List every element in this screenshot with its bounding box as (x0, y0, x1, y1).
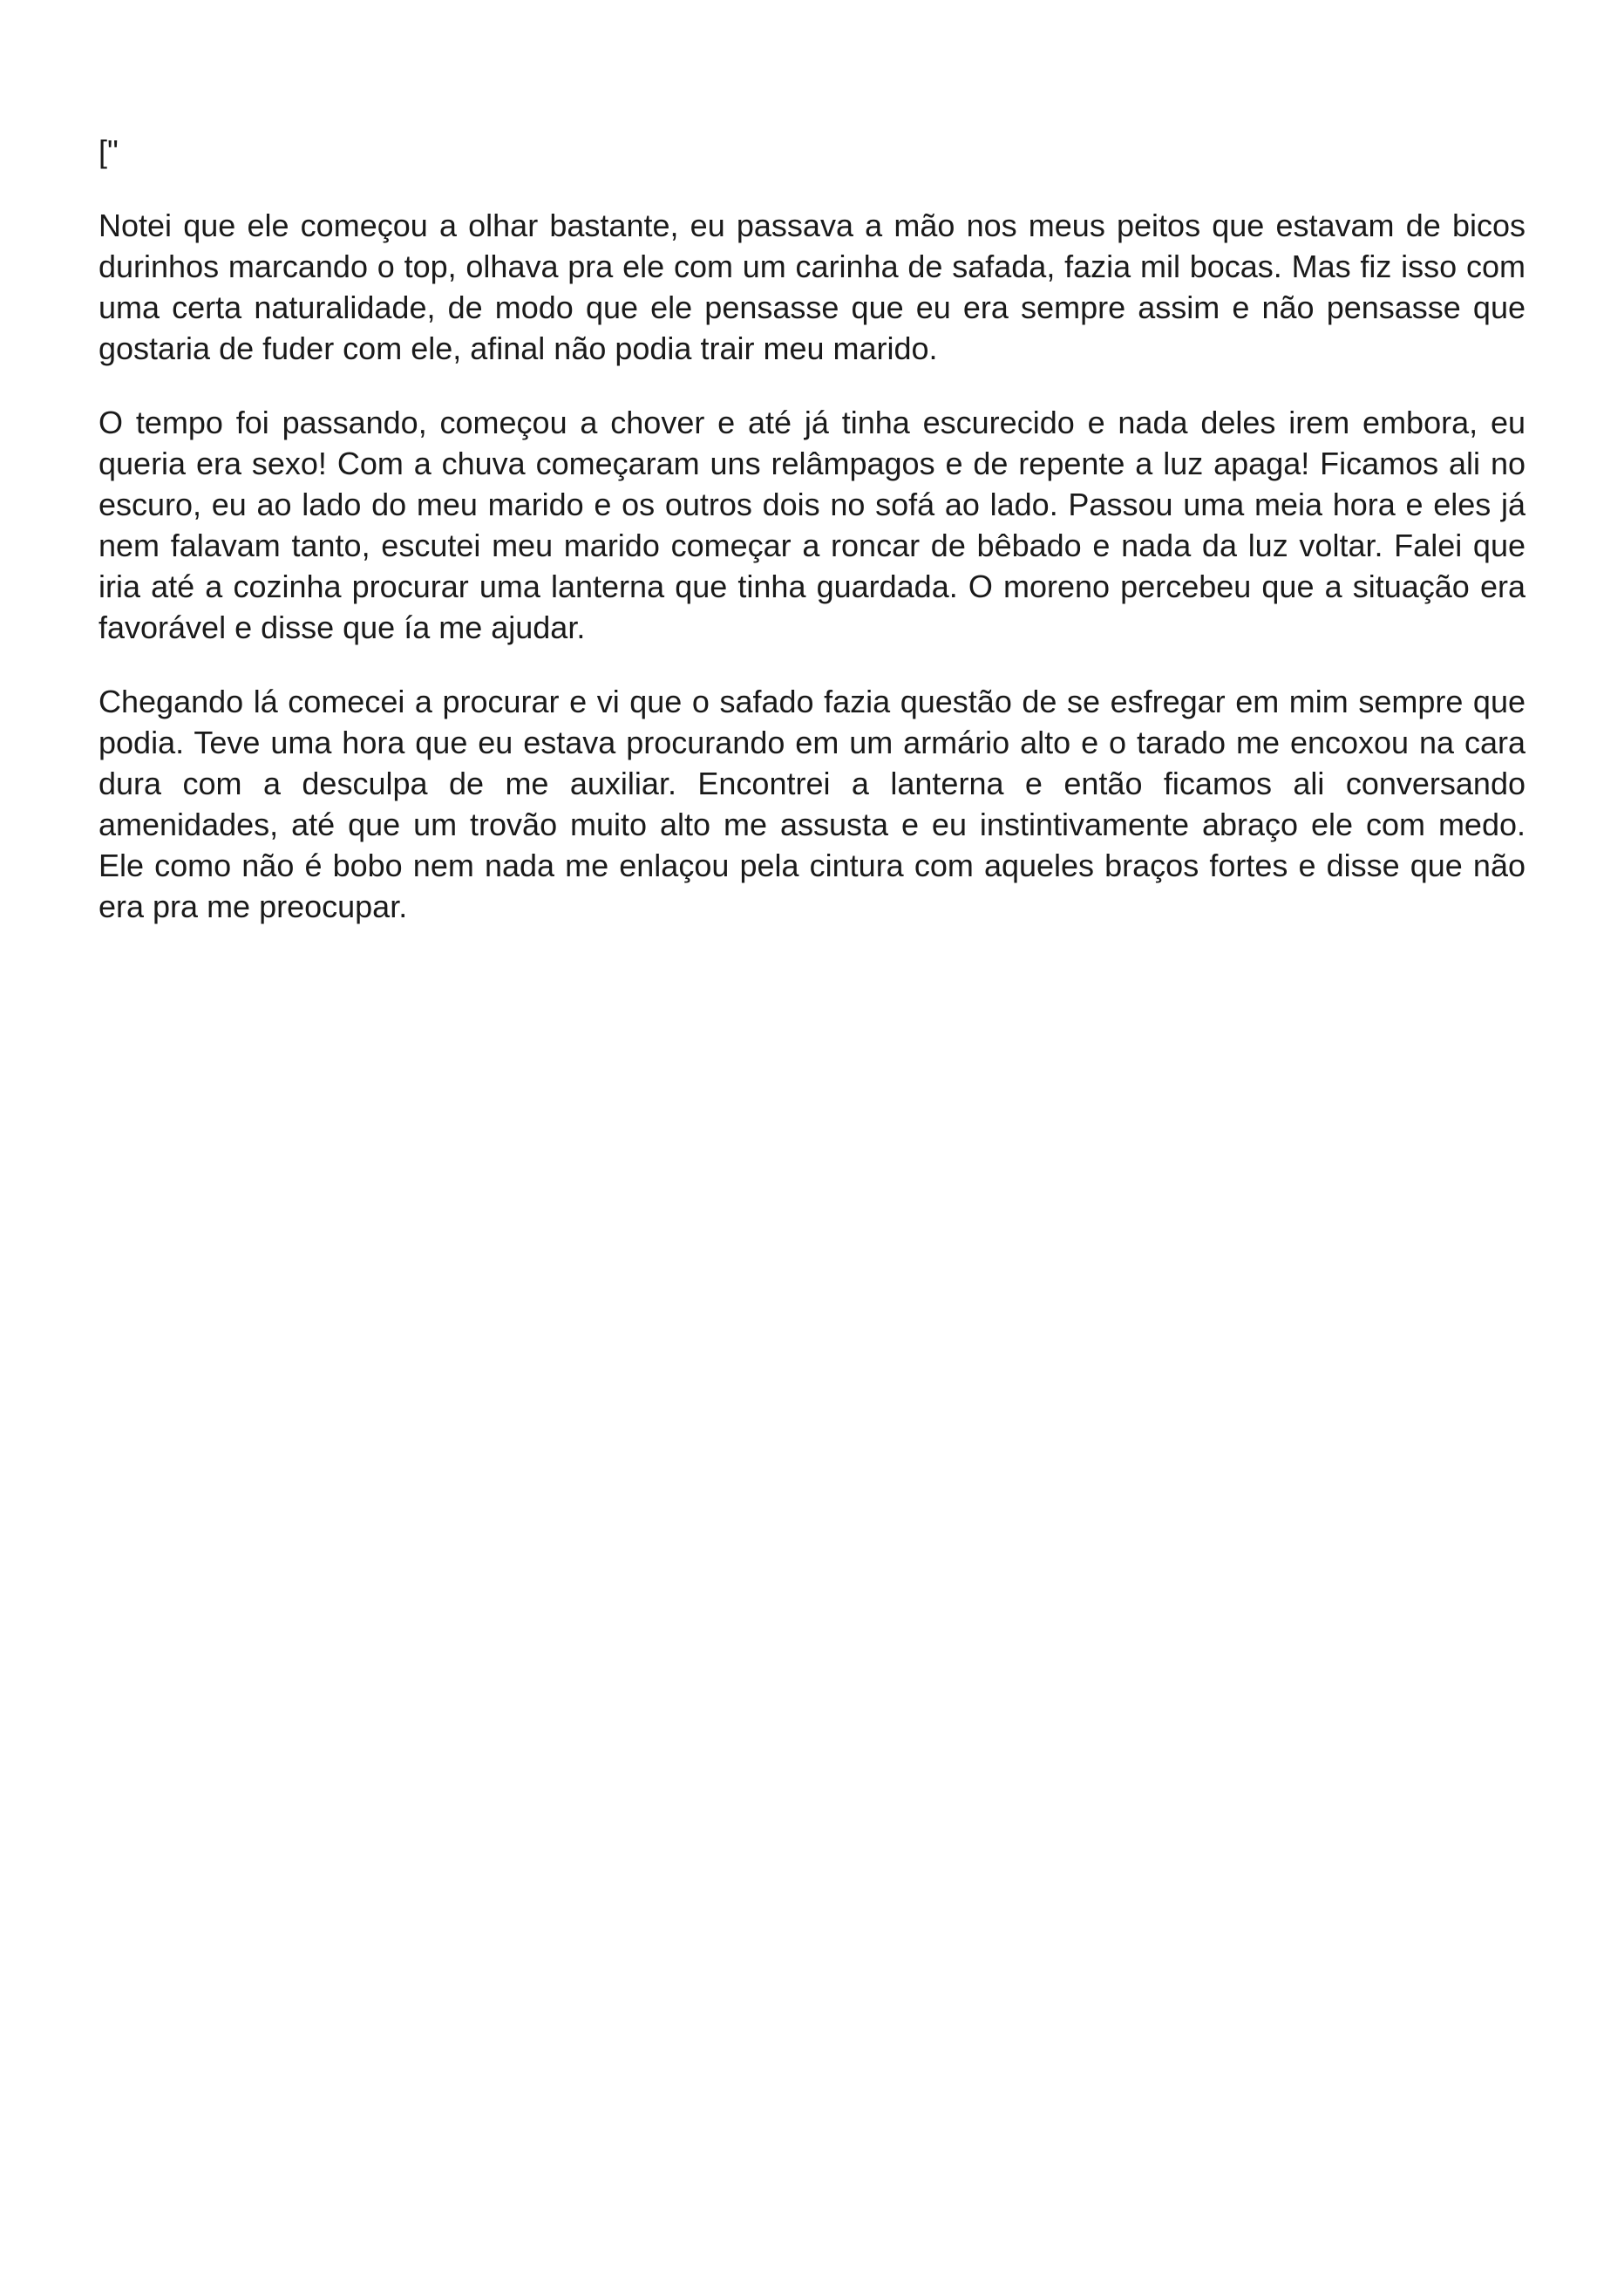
text-line: nem falavam tanto, escutei meu marido começar a roncar de bêbado e nada da luz voltar. Falei que (99, 528, 1525, 563)
paragraph (99, 205, 1525, 369)
text-line: iria até a cozinha procurar uma lanterna que tinha guardada. O moreno percebeu que a situação era (99, 569, 1525, 604)
text-line: Chegando lá comecei a procurar e vi que o safado fazia questão de se esfregar em mim sempre que (99, 684, 1525, 719)
paragraph (99, 402, 1525, 648)
text-line: gostaria de fuder com ele, afinal não podia trair meu marido. (99, 330, 938, 366)
text-line: favorável e disse que ía me ajudar. (99, 610, 586, 645)
text-line: O tempo foi passando, começou a chover e até já tinha escurecido e nada deles irem embora, eu (99, 405, 1525, 440)
text-line: Notei que ele começou a olhar bastante, eu passava a mão nos meus peitos que estavam de bicos (99, 208, 1525, 243)
opening-token-paragraph (99, 131, 1525, 172)
text-line: era pra me preocupar. (99, 889, 408, 924)
text-line: podia. Teve uma hora que eu estava procurando em um armário alto e o tarado me encoxou na cara (99, 725, 1525, 760)
text-line: amenidades, até que um trovão muito alto me assusta e eu instintivamente abraço ele com medo. (99, 807, 1525, 842)
paragraph (99, 681, 1525, 927)
document-page (99, 131, 1525, 960)
text-line: queria era sexo! Com a chuva começaram uns relâmpagos e de repente a luz apaga! Ficamos ali no (99, 446, 1525, 481)
text-line: Ele como não é bobo nem nada me enlaçou pela cintura com aqueles braços fortes e disse que não (99, 848, 1525, 883)
text-line: dura com a desculpa de me auxiliar. Encontrei a lanterna e então ficamos ali conversando (99, 766, 1525, 801)
text-line: uma certa naturalidade, de modo que ele pensasse que eu era sempre assim e não pensasse que (99, 289, 1525, 325)
text-line: escuro, eu ao lado do meu marido e os outros dois no sofá ao lado. Passou uma meia hora e eles já (99, 487, 1525, 522)
opening-token: [" (99, 133, 119, 169)
text-line: durinhos marcando o top, olhava pra ele com um carinha de safada, fazia mil bocas. Mas fiz isso com (99, 249, 1525, 284)
